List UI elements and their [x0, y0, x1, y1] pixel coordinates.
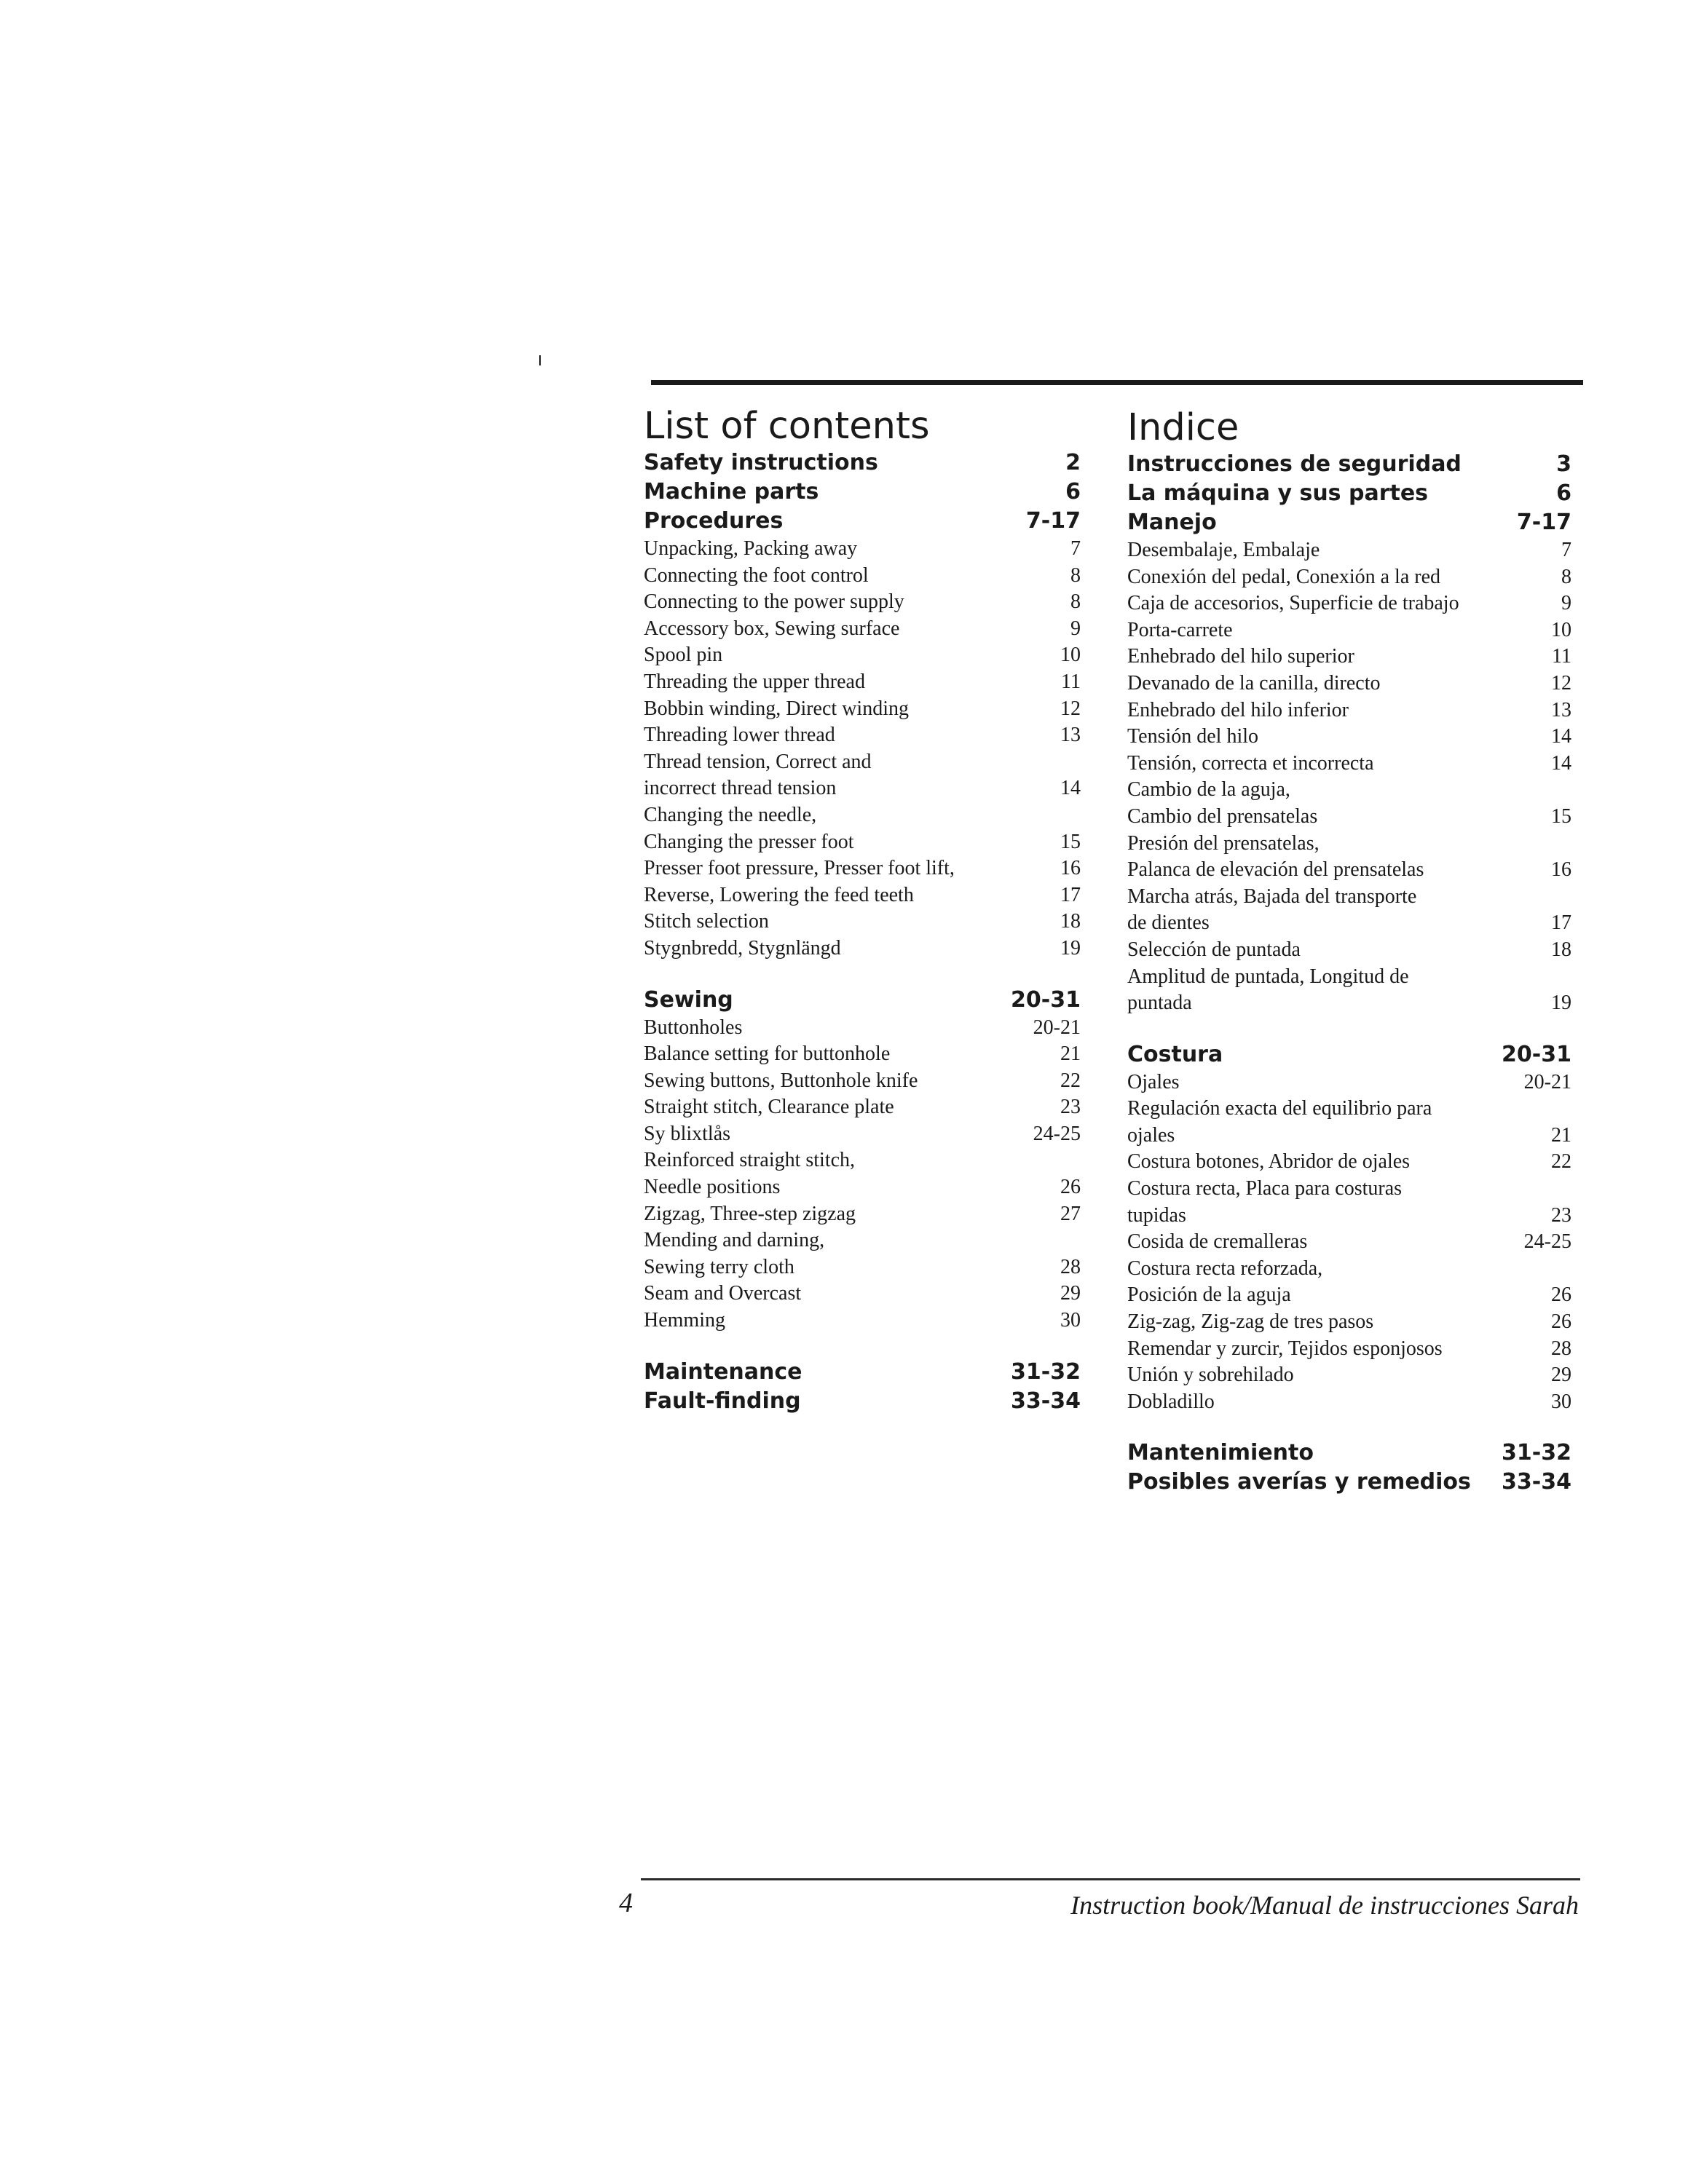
toc-entry-label: Cambio del prensatelas: [1127, 804, 1318, 828]
toc-entry-pages: 28: [1551, 1337, 1571, 1360]
toc-entry-label: Fault-finding: [644, 1388, 801, 1414]
toc-entry-label: Regulación exacta del equilibrio para: [1127, 1097, 1432, 1120]
toc-entry-pages: 18: [1551, 938, 1571, 961]
toc-entry-label: Connecting the foot control: [644, 563, 869, 587]
toc-entry-pages: 6: [1556, 480, 1571, 506]
toc-entry-label: Posición de la aguja: [1127, 1283, 1291, 1307]
toc-section-entry: [644, 507, 1081, 536]
toc-entry-pages: 23: [1551, 1203, 1571, 1227]
toc-entry-pages: 21: [1551, 1123, 1571, 1147]
toc-entry: [1127, 937, 1571, 964]
toc-entry-label: Stygnbredd, Stygnlängd: [644, 936, 841, 960]
toc-entry: [1127, 617, 1571, 644]
toc-section-entry: [644, 986, 1081, 1015]
toc-entry: [1127, 1176, 1571, 1203]
toc-section-entry: [1127, 1468, 1571, 1497]
toc-entry-pages: 31-32: [1502, 1440, 1571, 1466]
section-gap: [644, 1334, 1081, 1358]
toc-entry-label: Hemming: [644, 1309, 725, 1332]
toc-section-entry: [1127, 508, 1571, 537]
toc-section-entry: [1127, 1040, 1571, 1069]
toc-entry-label: Zig-zag, Zig-zag de tres pasos: [1127, 1310, 1374, 1334]
toc-entry-label: Safety instructions: [644, 450, 878, 475]
toc-entry-label: Threading the upper thread: [644, 670, 865, 693]
toc-entry-pages: 24-25: [1033, 1122, 1081, 1145]
toc-entry: [1127, 990, 1571, 1017]
toc-entry-pages: 8: [1561, 565, 1571, 588]
indice-column: [1127, 406, 1571, 1497]
toc-entry-label: Zigzag, Three-step zigzag: [644, 1202, 856, 1225]
toc-entry-label: Devanado de la canilla, directo: [1127, 671, 1381, 695]
bottom-rule: [641, 1878, 1580, 1880]
toc-entry-label: Costura recta, Placa para costuras: [1127, 1177, 1403, 1200]
toc-entry-pages: 30: [1551, 1390, 1571, 1413]
toc-entry-label: Changing the presser foot: [644, 830, 854, 853]
toc-entry-label: Spool pin: [644, 644, 723, 667]
toc-entry-pages: 12: [1551, 671, 1571, 695]
toc-entry-label: Maintenance: [644, 1358, 802, 1385]
toc-entry: [644, 722, 1081, 749]
toc-entry-pages: 31-32: [1011, 1358, 1081, 1385]
toc-entry-label: Seam and Overcast: [644, 1282, 802, 1305]
toc-entry-label: Thread tension, Correct and: [644, 750, 872, 773]
toc-entry: [644, 1174, 1081, 1201]
contents-heading: List of contents: [644, 405, 930, 448]
toc-entry-pages: 10: [1551, 618, 1571, 641]
toc-entry-pages: 11: [1552, 645, 1571, 668]
toc-entry-pages: 12: [1060, 697, 1081, 720]
toc-entry-label: tupidas: [1127, 1203, 1186, 1227]
toc-entry: [644, 1068, 1081, 1095]
toc-entry: [1127, 1336, 1571, 1363]
toc-entry-label: Sewing: [644, 986, 733, 1013]
toc-entry-label: Costura recta reforzada,: [1127, 1257, 1323, 1280]
toc-entry: [644, 563, 1081, 590]
section-gap: [644, 962, 1081, 986]
toc-entry: [1127, 751, 1571, 778]
toc-entry-pages: 17: [1060, 883, 1081, 906]
toc-entry: [644, 802, 1081, 829]
toc-entry-pages: 20-31: [1011, 986, 1081, 1013]
toc-entry-pages: 10: [1060, 644, 1081, 667]
toc-entry: [1127, 884, 1571, 911]
toc-entry-pages: 17: [1551, 911, 1571, 935]
toc-entry-pages: 23: [1060, 1096, 1081, 1119]
toc-entry-pages: 3: [1556, 451, 1571, 477]
toc-entry-label: Presser foot pressure, Presser foot lift,: [644, 857, 955, 880]
book-title: Instruction book/Manual de instrucciones Sarah: [1070, 1891, 1579, 1920]
toc-entry-label: ojales: [1127, 1123, 1175, 1147]
toc-entry: [1127, 1362, 1571, 1389]
toc-entry-pages: 15: [1551, 804, 1571, 828]
toc-entry: [644, 1015, 1081, 1042]
toc-entry: [1127, 804, 1571, 831]
toc-entry-pages: 8: [1070, 590, 1081, 614]
toc-entry-label: Sy blixtlås: [644, 1122, 731, 1145]
toc-entry-label: Desembalaje, Embalaje: [1127, 539, 1320, 561]
toc-entry-pages: 33-34: [1011, 1388, 1081, 1414]
toc-entry-label: Enhebrado del hilo inferior: [1127, 698, 1349, 721]
toc-entry-label: puntada: [1127, 992, 1192, 1015]
toc-entry-label: Needle positions: [644, 1176, 781, 1199]
toc-entry: [644, 829, 1081, 856]
toc-entry: [644, 1254, 1081, 1281]
toc-entry: [1127, 697, 1571, 724]
toc-entry-label: Straight stitch, Clearance plate: [644, 1096, 894, 1119]
toc-entry-pages: 26: [1551, 1283, 1571, 1307]
toc-entry-pages: 26: [1060, 1176, 1081, 1199]
toc-entry-label: Unión y sobrehilado: [1127, 1364, 1294, 1387]
toc-entry: [644, 935, 1081, 962]
toc-entry-label: Balance setting for buttonhole: [644, 1042, 891, 1066]
toc-entry: [1127, 831, 1571, 858]
toc-section-entry: [1127, 479, 1571, 508]
toc-entry-label: Caja de accesorios, Superficie de trabajo: [1127, 592, 1459, 615]
toc-entry-label: Cosida de cremalleras: [1127, 1230, 1308, 1254]
toc-entry-label: Accessory box, Sewing surface: [644, 617, 900, 640]
toc-entry-label: Ojales: [1127, 1070, 1180, 1093]
toc-entry: [1127, 1149, 1571, 1176]
toc-entry-label: Procedures: [644, 508, 784, 534]
toc-entry-label: La máquina y sus partes: [1127, 480, 1429, 506]
toc-entry-pages: 7-17: [1025, 508, 1081, 534]
toc-entry: [644, 855, 1081, 882]
toc-entry: [1127, 777, 1571, 804]
toc-entry-pages: 18: [1060, 910, 1081, 933]
toc-entry-pages: 13: [1551, 698, 1571, 721]
toc-entry-pages: 22: [1060, 1069, 1081, 1092]
toc-entry-pages: 26: [1551, 1310, 1571, 1334]
toc-entry: [1127, 1309, 1571, 1336]
toc-entry-pages: 29: [1060, 1282, 1081, 1305]
toc-entry-pages: 24-25: [1523, 1230, 1571, 1254]
toc-entry-label: de dientes: [1127, 911, 1210, 935]
toc-entry-label: Palanca de elevación del prensatelas: [1127, 858, 1424, 882]
toc-entry-label: Tensión del hilo: [1127, 725, 1259, 748]
toc-entry-label: Amplitud de puntada, Longitud de: [1127, 965, 1409, 988]
toc-entry-label: Selección de puntada: [1127, 938, 1301, 961]
contents-column: [644, 405, 1081, 1416]
toc-entry-pages: 14: [1060, 777, 1081, 800]
toc-entry-pages: 14: [1551, 751, 1571, 775]
toc-entry: [1127, 964, 1571, 991]
toc-entry-pages: 7: [1561, 539, 1571, 561]
indice-heading: Indice: [1127, 406, 1239, 449]
toc-entry: [644, 1307, 1081, 1334]
toc-entry: [644, 616, 1081, 643]
toc-entry-pages: 7: [1070, 537, 1081, 560]
toc-entry: [644, 1121, 1081, 1148]
toc-entry: [1127, 910, 1571, 937]
toc-entry-label: Stitch selection: [644, 910, 769, 933]
toc-entry: [644, 696, 1081, 723]
indice-list: [1127, 450, 1571, 1497]
toc-entry-pages: 6: [1065, 479, 1081, 505]
top-rule: [651, 380, 1583, 385]
toc-entry: [1127, 1123, 1571, 1150]
toc-entry-label: Costura botones, Abridor de ojales: [1127, 1150, 1411, 1174]
toc-entry: [644, 1227, 1081, 1254]
toc-section-entry: [644, 478, 1081, 507]
toc-entry-label: Conexión del pedal, Conexión a la red: [1127, 565, 1440, 588]
toc-entry: [644, 882, 1081, 909]
scan-mark: [539, 355, 541, 365]
toc-entry: [1127, 1069, 1571, 1096]
toc-entry: [644, 1094, 1081, 1121]
toc-entry-pages: 16: [1551, 858, 1571, 882]
toc-entry-pages: 28: [1060, 1255, 1081, 1278]
toc-entry-label: Enhebrado del hilo superior: [1127, 645, 1354, 668]
toc-entry-label: Manejo: [1127, 510, 1217, 535]
page-number: 4: [619, 1888, 633, 1918]
toc-entry-label: Remendar y zurcir, Tejidos esponjosos: [1127, 1337, 1443, 1360]
toc-entry: [644, 775, 1081, 802]
toc-entry-label: Cambio de la aguja,: [1127, 778, 1290, 802]
toc-entry-label: Posibles averías y remedios: [1127, 1469, 1471, 1495]
toc-entry-label: Instrucciones de seguridad: [1127, 451, 1462, 477]
toc-entry: [1127, 1282, 1571, 1309]
toc-entry: [1127, 537, 1571, 564]
toc-entry-pages: 9: [1561, 592, 1571, 615]
toc-entry-label: Connecting to the power supply: [644, 590, 904, 614]
toc-entry-label: Porta-carrete: [1127, 618, 1233, 641]
toc-entry: [644, 589, 1081, 616]
toc-entry-pages: 30: [1060, 1309, 1081, 1332]
toc-entry-label: Unpacking, Packing away: [644, 537, 858, 560]
toc-entry-pages: 27: [1060, 1202, 1081, 1225]
toc-entry-label: Dobladillo: [1127, 1390, 1215, 1413]
toc-entry-pages: 11: [1061, 670, 1081, 693]
contents-list: [644, 448, 1081, 1416]
toc-entry: [644, 1281, 1081, 1307]
toc-section-entry: [1127, 450, 1571, 479]
toc-entry-pages: 33-34: [1502, 1469, 1571, 1495]
toc-entry-pages: 20-31: [1502, 1041, 1571, 1067]
toc-entry-pages: 21: [1060, 1042, 1081, 1066]
toc-section-entry: [644, 1358, 1081, 1387]
toc-entry-pages: 20-21: [1523, 1070, 1571, 1093]
toc-entry-label: Costura: [1127, 1041, 1223, 1067]
section-gap: [1127, 1017, 1571, 1040]
toc-entry-pages: 20-21: [1033, 1016, 1081, 1039]
toc-entry-label: Tensión, correcta et incorrecta: [1127, 751, 1374, 775]
toc-entry-pages: 8: [1070, 563, 1081, 587]
toc-entry: [1127, 670, 1571, 697]
toc-entry: [1127, 1256, 1571, 1283]
toc-entry: [1127, 724, 1571, 751]
toc-entry: [644, 909, 1081, 935]
section-gap: [1127, 1415, 1571, 1439]
toc-entry-pages: 22: [1551, 1150, 1571, 1174]
toc-entry-label: Sewing terry cloth: [644, 1255, 794, 1278]
toc-entry: [1127, 644, 1571, 670]
toc-entry-pages: 15: [1060, 830, 1081, 853]
toc-entry: [1127, 1389, 1571, 1416]
toc-entry: [644, 1147, 1081, 1174]
toc-section-entry: [644, 1387, 1081, 1416]
toc-entry-label: Mending and darning,: [644, 1229, 825, 1252]
toc-section-entry: [1127, 1439, 1571, 1468]
toc-entry-label: Bobbin winding, Direct winding: [644, 697, 909, 720]
toc-entry-label: Changing the needle,: [644, 803, 817, 826]
toc-entry: [1127, 857, 1571, 884]
toc-entry-label: Presión del prensatelas,: [1127, 831, 1320, 855]
toc-section-entry: [644, 448, 1081, 478]
toc-entry-label: Mantenimiento: [1127, 1440, 1314, 1466]
toc-entry: [1127, 1203, 1571, 1230]
toc-entry-pages: 16: [1060, 857, 1081, 880]
toc-entry-label: Threading lower thread: [644, 724, 835, 747]
toc-entry-label: Reinforced straight stitch,: [644, 1149, 856, 1172]
toc-entry-label: Reverse, Lowering the feed teeth: [644, 883, 914, 906]
toc-entry-label: incorrect thread tension: [644, 777, 837, 800]
toc-entry: [644, 642, 1081, 669]
toc-entry: [644, 1041, 1081, 1068]
toc-entry: [644, 1201, 1081, 1228]
toc-entry: [1127, 564, 1571, 591]
toc-entry-pages: 19: [1551, 992, 1571, 1015]
toc-entry-label: Sewing buttons, Buttonhole knife: [644, 1069, 918, 1092]
toc-entry: [644, 536, 1081, 563]
toc-entry-pages: 13: [1060, 724, 1081, 747]
toc-entry: [1127, 1229, 1571, 1256]
toc-entry-label: Machine parts: [644, 479, 819, 505]
toc-entry-pages: 19: [1060, 936, 1081, 960]
toc-entry: [1127, 1096, 1571, 1123]
toc-entry: [644, 749, 1081, 776]
toc-entry-pages: 14: [1551, 725, 1571, 748]
toc-entry-pages: 2: [1065, 450, 1081, 475]
toc-entry: [1127, 590, 1571, 617]
toc-entry: [644, 669, 1081, 696]
toc-entry-pages: 9: [1070, 617, 1081, 640]
toc-entry-label: Buttonholes: [644, 1016, 743, 1039]
toc-entry-pages: 7-17: [1516, 510, 1571, 535]
toc-entry-pages: 29: [1551, 1364, 1571, 1387]
toc-entry-label: Marcha atrás, Bajada del transporte: [1127, 885, 1417, 908]
